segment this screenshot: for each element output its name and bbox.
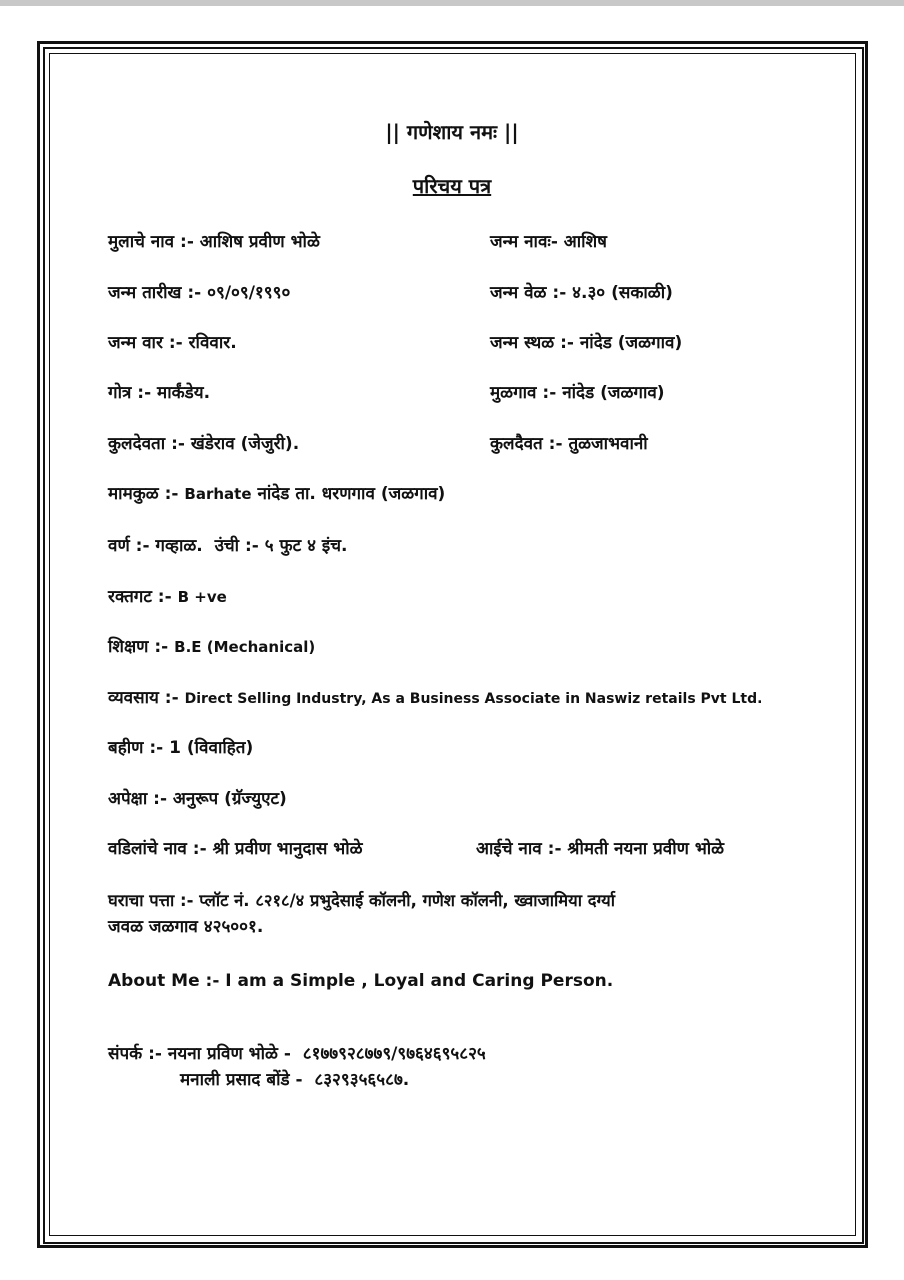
sister-label: बहीण :- [108, 738, 164, 758]
birth-day: जन्म वार :- रविवार. [108, 333, 237, 353]
document-title-text: परिचय पत्र [412, 174, 492, 198]
document-title [0, 175, 904, 197]
address-line-2: जवळ जळगाव ४२५००१. [108, 917, 264, 937]
expectation: अपेक्षा :- अनुरूप (ग्रॅज्युएट) [108, 789, 287, 809]
about-me: About Me :- I am a Simple , Loyal and Caring Person. [108, 971, 614, 991]
blood-group [108, 586, 227, 608]
occupation-label: व्यवसाय :- [108, 688, 179, 708]
maternal-family-place: नांदेड ता. धरणगाव (जळगाव) [257, 484, 446, 504]
blood-group-label: रक्तगट :- [108, 587, 172, 607]
native-village: मुळगाव :- नांदेड (जळगाव) [490, 383, 665, 403]
father-name: वडिलांचे नाव :- श्री प्रवीण भानुदास भोळे [108, 839, 363, 859]
address-line-1: घराचा पत्ता :- प्लॉट नं. ८२१८/४ प्रभुदेसाई कॉलनी, गणेश कॉलनी, ख्वाजामिया दर्ग्या [108, 891, 616, 910]
occupation [108, 687, 762, 710]
education-label: शिक्षण :- [108, 637, 169, 657]
contact-line-2: मनाली प्रसाद बोंडे - ८३२९३५६५८७. [180, 1070, 410, 1090]
boy-name: मुलाचे नाव :- आशिष प्रवीण भोळे [108, 232, 320, 252]
maternal-family [108, 483, 445, 505]
gotra: गोत्र :- मार्कंडेय. [108, 383, 211, 403]
sister-value: 1 (विवाहित) [169, 738, 254, 758]
complexion-height: वर्ण :- गव्हाळ. उंची :- ५ फुट ४ इंच. [108, 536, 348, 556]
education-value: B.E (Mechanical) [174, 638, 316, 656]
birth-name: जन्म नावः- आशिष [490, 232, 607, 252]
birth-time: जन्म वेळ :- ४.३० (सकाळी) [490, 283, 673, 303]
birth-date: जन्म तारीख :- ०९/०९/१९९० [108, 283, 291, 303]
kuldevata: कुलदेवता :- खंडेराव (जेजुरी). [108, 434, 300, 454]
blood-group-value: B +ve [177, 588, 227, 606]
top-edge-strip [0, 0, 904, 6]
birth-place: जन्म स्थळ :- नांदेड (जळगाव) [490, 333, 683, 353]
mother-name: आईचे नाव :- श्रीमती नयना प्रवीण भोळे [476, 839, 725, 859]
sister [108, 737, 253, 759]
education [108, 636, 315, 658]
maternal-family-label: मामकुळ :- [108, 484, 179, 504]
maternal-family-surname: Barhate [184, 485, 252, 503]
kuldaivat: कुलदैवत :- तुळजाभवानी [490, 434, 648, 454]
occupation-value: Direct Selling Industry, As a Business Associate in Naswiz retails Pvt Ltd. [184, 691, 763, 707]
contact-line-1: संपर्क :- नयना प्रविण भोळे - ८१७७९२८७७९/९७६४६९५८२५ [108, 1044, 486, 1064]
invocation-heading: || गणेशाय नमः || [385, 120, 519, 144]
